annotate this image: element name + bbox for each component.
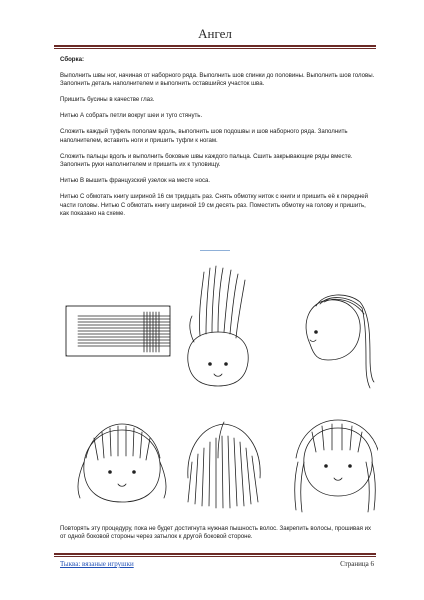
paragraph-5: Сложить пальцы вдоль и выполнить боковые швы каждого пальца. Сшить закрывающие ряды вместе. Заполнить руки наполнителем и пришить их к туловищу. bbox=[60, 152, 353, 169]
yarn-wrap-illustration bbox=[66, 306, 170, 356]
head-front-fringe bbox=[78, 424, 166, 502]
paragraph-1: Выполнить швы ног, начиная от наборного ряда. Выполнить шов спинки до половины. Выполнить шов головы. Заполнить деталь наполнителем и выполнить оставшийся участок шва. bbox=[60, 72, 375, 88]
separator-line bbox=[200, 250, 230, 251]
paragraph-6: Нитью В вышить французский узелок на месте носа. bbox=[60, 177, 211, 185]
header-rule bbox=[54, 45, 376, 47]
head-profile-hair-down bbox=[306, 295, 374, 388]
section-title: Сборка: bbox=[60, 56, 84, 63]
head-front-long-hair bbox=[295, 420, 378, 512]
paragraph-3: Нитью А собрать петли вокруг шеи и туго стянуть. bbox=[60, 112, 203, 120]
footer-rule bbox=[54, 553, 376, 555]
paragraph-4: Сложить каждый туфель пополам вдоль, выполнить шов подошвы и шов наборного ряда. Заполнить наполнителем, вставить ноги и пришить туфли к ногам. bbox=[60, 128, 348, 144]
paragraph-7: Нитью С обмотать книгу шириной 16 см тридцать раз. Снять обмотку ниток с книги и пришить её к передней части головы. Нитью С обмотать книгу шириной 19 см десять раз. Поместить обмотку на голову и пришить, как показано на схеме. bbox=[60, 193, 369, 218]
closing-text bbox=[60, 525, 376, 542]
paragraph-2: Пришить бусины в качестве глаз. bbox=[60, 96, 155, 104]
closing-paragraph: Повторять эту процедуру, пока не будет достигнута нужная пышность волос. Закрепить волосы, прошивая их от одной боковой стороны через затылок к другой боковой стороне. bbox=[60, 525, 372, 541]
header-rule-thin bbox=[54, 48, 376, 49]
footer-rule-thin bbox=[54, 556, 376, 557]
head-back-long-hair bbox=[188, 422, 260, 508]
head-with-bangs-up bbox=[188, 266, 248, 386]
page-title: Ангел bbox=[198, 26, 232, 41]
page-header bbox=[54, 26, 376, 44]
body-text bbox=[60, 56, 376, 226]
page-number: Страница 6 bbox=[340, 560, 374, 568]
hair-diagram bbox=[48, 262, 378, 514]
footer-link[interactable]: Тыква: вязаные игрушки bbox=[60, 560, 134, 568]
